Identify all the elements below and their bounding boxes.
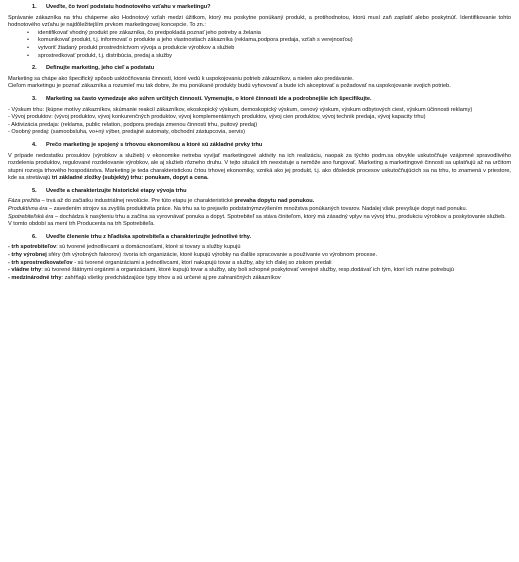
market-text: : sú tvorené štátnymi orgánmi a organizáciami, ktoré kupujú tovar a služby, aby boli schopné poskytovať verejné služby, resp.dodávať ich tým, ktorí ich nutne potrebujú bbox=[41, 267, 454, 274]
question-text: Prečo marketing je spojený s trhovou ekonomikou a ktoré sú základné prvky trhu bbox=[46, 141, 263, 148]
section-1 bbox=[8, 4, 511, 60]
question-heading bbox=[8, 234, 511, 242]
market-line bbox=[8, 252, 511, 260]
list-item: • vytvoriť žiadaný produkt prostredníctvom vývoja a produkcie výrobkov a služieb bbox=[38, 45, 511, 53]
activity-text: (vývoj produktov, vývoj konkurenčných produktov, vývoj komplementárnych produktov, vývoj cien produktov, vývoj technik predaja, vývoj kapacity trhu) bbox=[52, 114, 426, 121]
market-name: - trh sprostredkovateľov bbox=[8, 259, 73, 266]
question-text: Marketing sa často vymedzuje ako súhrn určitých činností. Vymenujte, o ktoré činnosti ide a podrobnejšie ich špecifikujte. bbox=[46, 95, 372, 102]
activity-label: - Vývoj produktov: bbox=[8, 114, 53, 121]
paragraph-emphasis: tri základné zložky (subjekty) trhu: ponukam, dopyt a cena. bbox=[50, 175, 209, 182]
list-item: • identifikovať vhodný produkt pre zákazníka, čo predpokladá poznať jeho potreby a želania bbox=[38, 30, 511, 38]
question-number: 3. bbox=[32, 95, 37, 102]
phase-line bbox=[8, 198, 511, 206]
question-number: 4. bbox=[32, 141, 37, 148]
phase-name: Fáza prežitia bbox=[8, 198, 41, 205]
market-text: : zahŕňajú všetky predchádzajúce typy trhov a sú určené aj pre zahraničných zákazníkov bbox=[61, 274, 281, 281]
paragraph bbox=[8, 153, 511, 183]
question-number: 1. bbox=[32, 4, 37, 10]
section-5 bbox=[8, 188, 511, 229]
phase-text: – trvá až do začiatku industriálnej revolúcie. Pre túto etapu je charakteristické bbox=[40, 198, 235, 205]
paragraph: Marketing sa chápe ako špecifický spôsob usktočňovania činností, ktoré vedú k uspokojovaniu potrieb zákazníkov, a nielen ako predávanie. bbox=[8, 75, 354, 82]
question-heading bbox=[8, 188, 511, 196]
market-line bbox=[8, 260, 511, 268]
activity-line bbox=[8, 122, 511, 130]
bullet-list bbox=[8, 30, 511, 60]
market-text: : sú tvorené jednotlivcami a domácnosťami, ktoré si tovary a služby kupujú bbox=[56, 244, 241, 251]
market-name: - trhy výrobnej bbox=[8, 252, 47, 259]
question-heading bbox=[8, 96, 511, 104]
market-name: - trh spotrebiteľov bbox=[8, 244, 57, 251]
market-line bbox=[8, 267, 511, 275]
question-number: 2. bbox=[32, 65, 37, 72]
question-number: 6. bbox=[32, 233, 37, 240]
question-heading bbox=[8, 142, 511, 150]
section-4 bbox=[8, 142, 511, 183]
phase-line bbox=[8, 214, 511, 229]
activity-label: - Osobný predaj: bbox=[8, 129, 50, 136]
phase-name: Produktívna éra bbox=[8, 206, 48, 213]
paragraph: Správanie zákazníka na trhu chápeme ako Hodnotový vzťah medzi úžitkom, ktorý mu poskytne ponúkaný produkt, a protihodnotou, ktorú musí zaň zaplatiť alebo poskytnúť. Identifikovanie tohto hodnotového vzťahu je najdôležitejším prvkom marketingovej koncepcie. To zn.: bbox=[8, 14, 511, 29]
market-name: - medzinárodné trhy bbox=[8, 274, 62, 281]
phase-name: Spotrebiteľská éra bbox=[8, 213, 54, 220]
market-line bbox=[8, 275, 511, 283]
list-item: • komunikovať produkt, t.j. informovať o produkte a jeho vlastnostiach zákazníka (reklama,podpora predaja, vzťah s verejnosťou) bbox=[38, 37, 511, 45]
section-2 bbox=[8, 65, 511, 91]
activity-line bbox=[8, 107, 511, 115]
question-text: Uveďte, čo tvorí podstatu hodnotového vzťahu v marketingu? bbox=[46, 4, 211, 10]
paragraph: Cieľom marketingu je poznať zákazníka a rozumieť mu tak dobre, že mu ponúkané produkty budú vyhovovať a bude ich akceptovať a požadovať na uspokojovanie svojich potrieb. bbox=[8, 83, 451, 90]
phase-emphasis: prevaha dopytu nad ponukou. bbox=[234, 198, 315, 205]
activity-text: (reklama, public relation, podpora predaja zmenou činnosti trhu, puitový predaj) bbox=[59, 121, 258, 128]
market-line bbox=[8, 244, 511, 252]
question-heading bbox=[8, 4, 511, 12]
phase-text: – zavedením strojov sa zvyšila produktivita práce. Na trhu sa to prejavilo podstatnýmzvýšením množstva ponúkaných tovarov. Nadalej však prevyšuje dopyt nad ponuku. bbox=[47, 206, 468, 213]
activity-line bbox=[8, 129, 511, 137]
phase-text: – dochádza k nasýteniu trhu a začína sa vyrovnávať ponuka a dopyt. Spotrebiteľ sa stáva činiteľom, ktorý má zásadný vplyv na vývoj trhu, produkciu výrobkov a poskytovanie služieb. V tomto období sa mení trh Producenta na trh Spotrebiteľa. bbox=[8, 213, 506, 228]
market-text: - sú tvorené organizáciami a jednotlivcami, ktorí nakupujú tovar a služby, aby ich ďalej so ziskom predali bbox=[72, 259, 332, 266]
section-6 bbox=[8, 234, 511, 283]
section-3 bbox=[8, 96, 511, 137]
list-item: • sprostredkovať produkt, t.j. distribúcia, predaj a služby bbox=[38, 53, 511, 61]
question-text: Uveďte a charakterizujte historické etapy vývoja trhu bbox=[46, 187, 187, 194]
question-text: Definujte marketing, jeho cieľ a podstatu bbox=[46, 65, 155, 72]
activity-line bbox=[8, 114, 511, 122]
market-text: sféry (trh výrobných fakrorov) :tvoria ich organizácie, ktoré kupujú výrobky na ďalšie spracovanie a používanie vo výrobnom procese. bbox=[46, 252, 378, 259]
activity-text: (samoobsluha, vo+ný výber, predajné automaty, obchodní zástupcovia, servis) bbox=[49, 129, 245, 136]
question-heading bbox=[8, 65, 511, 73]
question-number: 5. bbox=[32, 187, 37, 194]
activity-label: - Aktivizácia predaja: bbox=[8, 121, 60, 128]
paragraph-body: V prípade nedostatku prosuktov (výrobkov a služieb) v ekonomike netreba vyvíjať marketingové aktivity na ich realizáciu, naopak za týchto podm.sa obvykle uskutočňuje vzájomné spravodlivého rozdelenia produktov, regulované rozdelovanie výrobkov, ale aj služieb rôzneho druhu. V tejto situácii trh neexistuje a nemôže ano fungovať. Marketing a marketingové činnosti sa uplatňujú až na určitom stupni rozvoja trhového hospodárstva. Marketing je teda charakteristickou črtou trhovej ekonomiky, vzniká ako jej produkt, t.j. ako dôsledok procesov uskutočňujúcich sa na trhu, to znamená v priestore, kde sa stretávajú bbox=[8, 152, 511, 182]
phase-line bbox=[8, 206, 511, 214]
market-name: - vládne trhy bbox=[8, 267, 42, 274]
activity-text: (kúpne motívy zákazníkov, skúmanie reakcií zákazníkov, ekoskopický výskum, demoskopický výskum, cenový výskum, výskum odbytových ciest, výskum účinnosti reklamy) bbox=[44, 106, 473, 113]
activity-label: - Výskum trhu: bbox=[8, 106, 45, 113]
question-text: Uveďte členenie trhu z hľadiska spotrebiteľa a charakterizujte jednotlivé trhy. bbox=[46, 233, 252, 240]
